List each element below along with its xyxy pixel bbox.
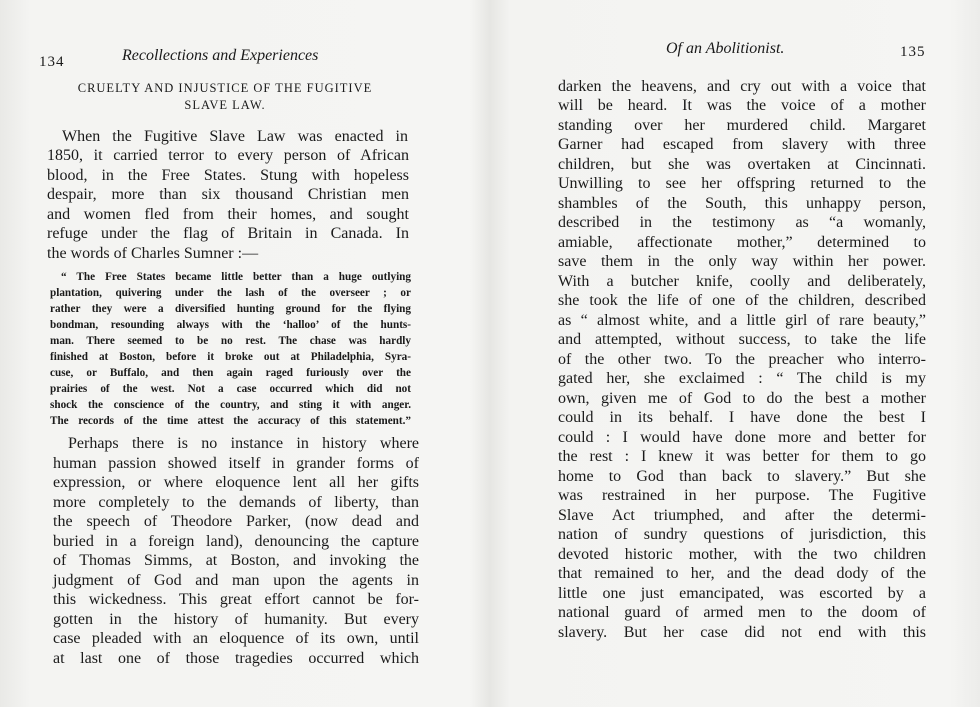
quote-line: finished at Boston, before it broke out at Philadelphia, Syra- [50,351,411,363]
heading-line-1: CRUELTY AND INJUSTICE OF THE FUGITIVE [77,81,373,95]
text-line: own, given me of God to do the best a mother [558,390,926,407]
text-line: despair, more than six thousand Christian men [47,186,409,203]
text-line: darken the heavens, and cry out with a voice that [558,78,926,95]
text-line: nation of sundry questions of jurisdiction, this [558,526,926,543]
text-line: the words of Charles Sumner :— [47,245,259,262]
text-line: national guard of armed men to the doom of [558,604,926,621]
text-line: will be heard. It was the voice of a mother [558,97,926,114]
quote-line: The records of the time attest the accuracy of this statement.” [50,415,411,427]
text-line: shambles of the South, this unhappy person, [558,195,926,212]
quote-line: bondman, resounding always with the ‘halloo’ of the hunts- [50,319,411,331]
text-line: Garner had escaped from slavery with three [558,136,926,153]
text-line: and attempted, without success, to take the life [558,331,926,348]
quote-line: prairies of the west. Not a case occurred which did not [50,383,411,395]
text-line: buried in a foreign land), denouncing the capture [53,533,419,550]
running-title-left: Recollections and Experiences [122,47,319,64]
quote-line: rather they were a diversified hunting ground for the flying [50,303,411,315]
text-line: devoted historic mother, with the two children [558,546,926,563]
text-line: that remained to her, and the dead dody of the [558,565,926,582]
page-number-right: 135 [900,44,926,60]
text-line: expression, or where eloquence lent all her gifts [53,474,419,491]
quote-line: man. There seemed to be no rest. The chase was hardly [50,335,411,347]
text-line: she took the life of one of the children, described [558,292,926,309]
text-line: the rest : I knew it was better for them to go [558,448,926,465]
text-line: at last one of those tragedies occurred which [53,650,419,667]
heading-line-2: SLAVE LAW. [184,98,266,112]
text-line: save them in the only way within her power. [558,253,926,270]
text-line: home to God than back to slavery.” But she [558,468,926,485]
text-line: 1850, it carried terror to every person of African [47,147,409,164]
text-line: described in the testimony as “a womanly, [558,214,926,231]
text-line: With a butcher knife, coolly and deliberately, [558,273,926,290]
text-line: little one just emancipated, was escorted by a [558,585,926,602]
quote-line: cuse, or Buffalo, and then again raged furiously over the [50,367,411,379]
page-number-left: 134 [39,54,65,70]
text-line: judgment of God and man upon the agents in [53,572,419,589]
text-line: Perhaps there is no instance in history where [68,435,419,452]
text-line: slavery. But her case did not end with this [558,624,926,641]
text-line: When the Fugitive Slave Law was enacted in [62,128,408,145]
right-page [490,0,980,707]
text-line: human passion showed itself in grander forms of [53,455,419,472]
text-line: as “ almost white, and a little girl of rare beauty,” [558,312,926,329]
text-line: was restrained in her purpose. The Fugitive [558,487,926,504]
text-line: and women fled from their homes, and sought [47,206,409,223]
text-line: refuge under the flag of Britain in Canada. In [47,225,409,242]
text-line: case pleaded with an eloquence of its own, until [53,630,419,647]
text-line: gated her, she exclaimed : “ The child is my [558,370,926,387]
text-line: Unwilling to see her offspring returned to the [558,175,926,192]
text-line: could in its behalf. I have done the best I [558,409,926,426]
text-line: of Thomas Simms, at Boston, and invoking the [53,552,419,569]
running-title-right: Of an Abolitionist. [666,40,785,57]
text-line: of the other two. To the preacher who interro- [558,351,926,368]
text-line: the speech of Theodore Parker, (now dead and [53,513,419,530]
text-line: this wickedness. This great effort cannot be for- [53,591,419,608]
text-line: standing over her murdered child. Margaret [558,117,926,134]
text-line: gotten in the history of humanity. But every [53,611,419,628]
quote-line: shock the conscience of the country, and sting it with anger. [50,399,411,411]
text-line: blood, in the Free States. Stung with hopeless [47,167,409,184]
quote-line: “ The Free States became little better than a huge outlying [61,271,411,283]
text-line: Slave Act triumphed, and after the determi- [558,507,926,524]
text-line: more completely to the demands of liberty, than [53,494,419,511]
chapter-heading [50,80,400,114]
text-line: could : I would have done more and better for [558,429,926,446]
quote-line: plantation, quivering under the lash of the overseer ; or [50,287,411,299]
text-line: children, but she was overtaken at Cincinnati. [558,156,926,173]
text-line: amiable, affectionate mother,” determined to [558,234,926,251]
